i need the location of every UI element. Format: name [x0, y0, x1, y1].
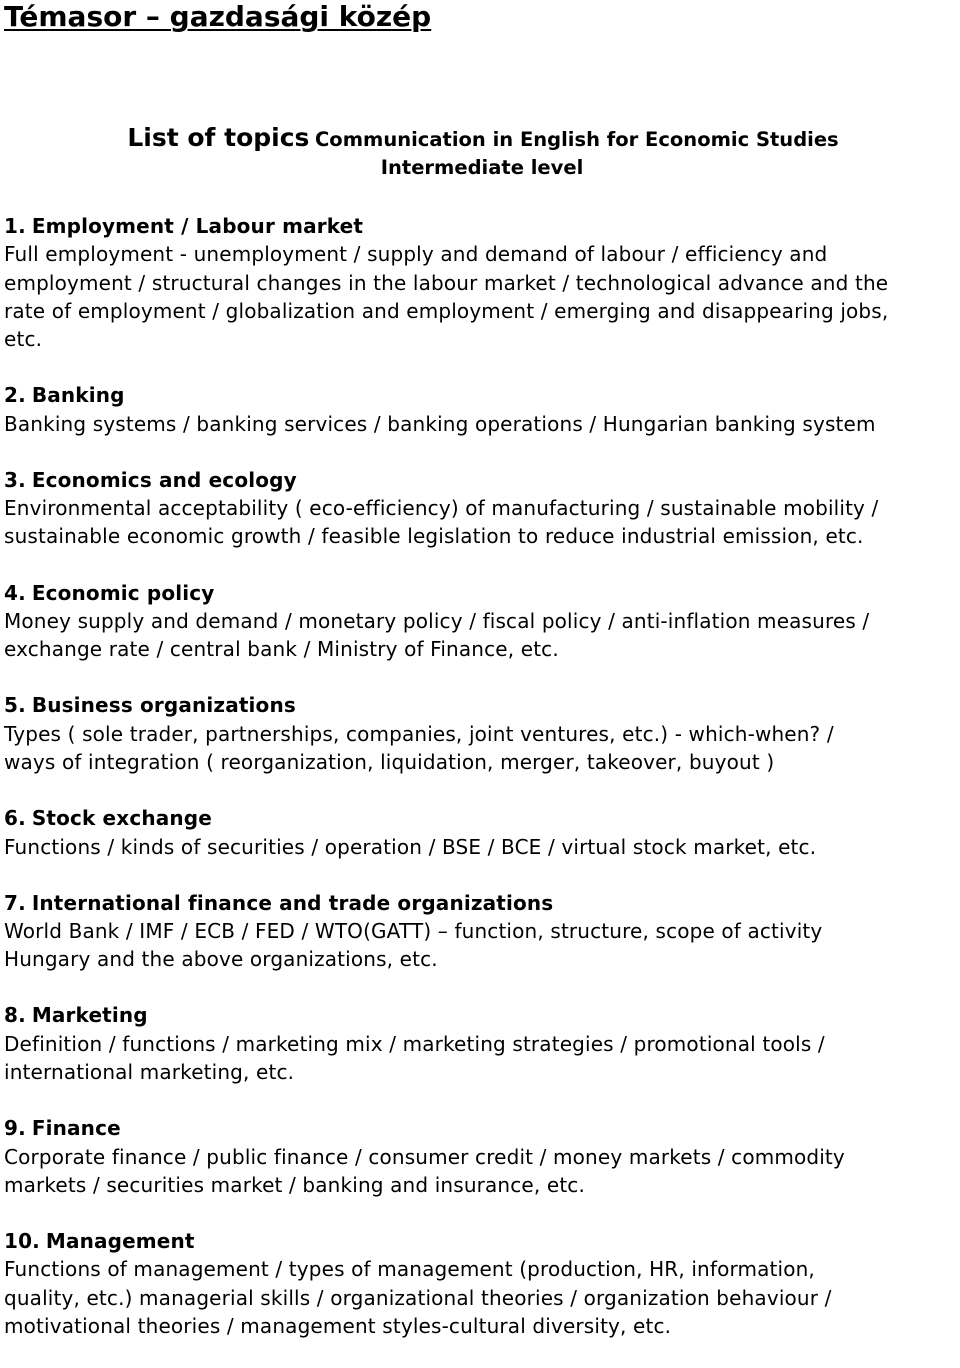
topic-title-text: Business organizations	[31, 693, 296, 718]
topic-section	[4, 579, 958, 664]
heading-line	[0, 121, 960, 155]
topic-section	[4, 1227, 958, 1340]
topic-number: 2.	[4, 383, 26, 408]
topic-title	[4, 381, 958, 409]
topic-title-text: International finance and trade organizations	[31, 890, 554, 915]
topic-list	[4, 212, 958, 1368]
topic-number: 5.	[4, 693, 26, 718]
topic-description-line: etc.	[4, 327, 43, 352]
topic-description-line: quality, etc.) managerial skills / organizational theories / organization behaviour /	[4, 1285, 832, 1310]
topic-title	[4, 1114, 958, 1142]
topic-description-line: Hungary and the above organizations, etc.	[4, 947, 438, 972]
topic-number: 3.	[4, 467, 26, 492]
topic-title	[4, 466, 958, 494]
topic-title	[4, 1227, 958, 1255]
topic-title-text: Management	[45, 1229, 195, 1254]
topic-title	[4, 1001, 958, 1029]
topic-description-line: Banking systems / banking services / banking operations / Hungarian banking system	[4, 411, 876, 436]
topic-number: 10.	[4, 1229, 40, 1254]
topic-title	[4, 212, 958, 240]
topic-number: 6.	[4, 806, 26, 831]
topic-description-line: Functions of management / types of management (production, HR, information,	[4, 1257, 815, 1282]
topic-title-text: Economics and ecology	[31, 467, 297, 492]
topic-section	[4, 804, 958, 861]
topic-title-text: Banking	[31, 383, 125, 408]
topic-number: 9.	[4, 1116, 26, 1141]
heading-course: Communication in English for Economic Studies	[315, 128, 839, 151]
topic-description-line: employment / structural changes in the labour market / technological advance and the	[4, 270, 889, 295]
topic-title-text: Finance	[31, 1116, 121, 1141]
topic-title-text: Economic policy	[31, 580, 215, 605]
topic-section	[4, 889, 958, 974]
topic-section	[4, 212, 958, 353]
topic-section	[4, 1114, 958, 1199]
topic-description-line: World Bank / IMF / ECB / FED / WTO(GATT) – function, structure, scope of activity	[4, 918, 823, 943]
topic-number: 4.	[4, 580, 26, 605]
topic-title	[4, 804, 958, 832]
topic-section	[4, 1001, 958, 1086]
topic-description-line: markets / securities market / banking and insurance, etc.	[4, 1172, 585, 1197]
topic-description-line: Types ( sole trader, partnerships, companies, joint ventures, etc.) - which-when? /	[4, 721, 834, 746]
heading-main: List of topics	[127, 123, 310, 152]
topic-section	[4, 381, 958, 438]
topic-title-text: Marketing	[31, 1003, 148, 1028]
topic-description-line: sustainable economic growth / feasible legislation to reduce industrial emission, etc.	[4, 524, 864, 549]
topic-title-text: Employment / Labour market	[31, 214, 364, 238]
topic-description-line: Environmental acceptability ( eco-efficiency) of manufacturing / sustainable mobility /	[4, 496, 879, 521]
topic-section	[4, 466, 958, 551]
topic-number: 8.	[4, 1003, 26, 1028]
topic-description-line: Money supply and demand / monetary policy / fiscal policy / anti-inflation measures /	[4, 608, 870, 633]
topic-description-line: motivational theories / management styles-cultural diversity, etc.	[4, 1313, 672, 1338]
topic-description-line: exchange rate / central bank / Ministry of Finance, etc.	[4, 637, 559, 662]
topic-description-line: Definition / functions / marketing mix / marketing strategies / promotional tools /	[4, 1031, 825, 1056]
topic-section	[4, 691, 958, 776]
document-heading	[0, 121, 960, 181]
topic-description-line: Full employment - unemployment / supply and demand of labour / efficiency and	[4, 242, 828, 267]
topic-description-line: Functions / kinds of securities / operation / BSE / BCE / virtual stock market, etc.	[4, 834, 817, 859]
heading-level: Intermediate level	[380, 156, 584, 179]
topic-description-line: Corporate finance / public finance / consumer credit / money markets / commodity	[4, 1144, 845, 1169]
topic-description-line: rate of employment / globalization and employment / emerging and disappearing jobs,	[4, 298, 889, 323]
topic-number: 1.	[4, 214, 26, 238]
topic-title	[4, 579, 958, 607]
topic-title	[4, 691, 958, 719]
topic-number: 7.	[4, 890, 26, 915]
topic-title-text: Stock exchange	[31, 806, 212, 831]
page-title: Témasor – gazdasági közép	[4, 0, 432, 33]
topic-description-line: international marketing, etc.	[4, 1060, 295, 1085]
topic-description-line: ways of integration ( reorganization, liquidation, merger, takeover, buyout )	[4, 750, 775, 775]
topic-title	[4, 889, 958, 917]
